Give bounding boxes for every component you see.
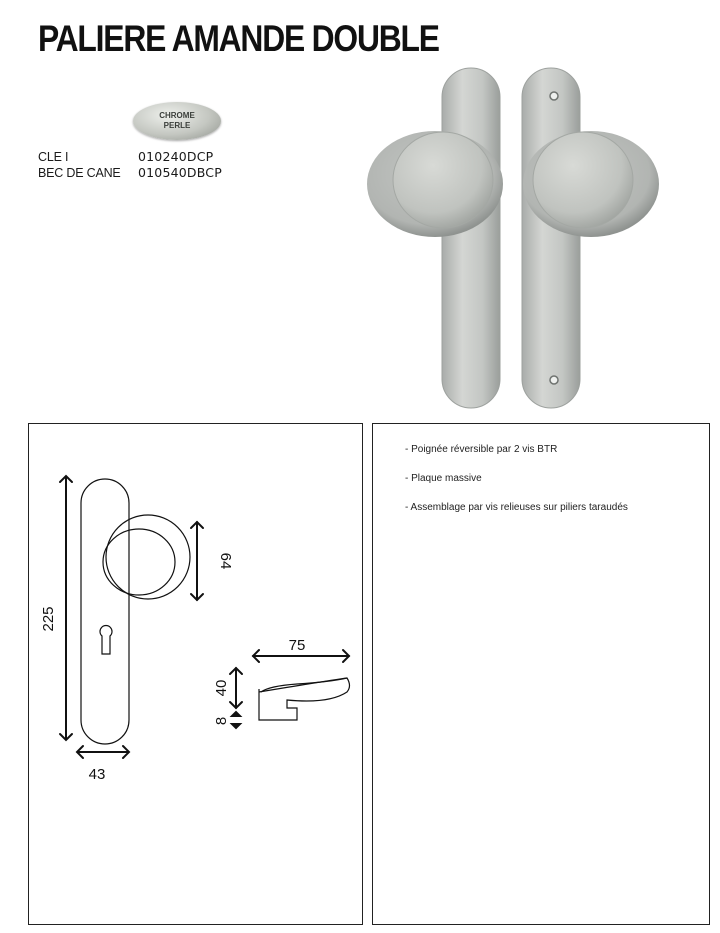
reference-label: BEC DE CANE [38, 166, 121, 180]
rose-outline [106, 515, 190, 599]
knob-depth-label: 75 [288, 637, 306, 654]
left-backplate [442, 68, 500, 408]
reference-code: 010240DCP [138, 149, 214, 164]
technical-drawing-panel [28, 423, 363, 925]
feature-item: - Assemblage par vis relieuses sur piliers taraudés [405, 502, 628, 513]
reference-row [38, 165, 222, 181]
knob-outline [103, 529, 175, 595]
reference-label: CLE I [38, 150, 69, 164]
plate-outline [81, 479, 129, 744]
feature-item: - Plaque massive [405, 473, 482, 484]
reference-code: 010540DBCP [138, 165, 222, 180]
feature-item: - Poignée réversible par 2 vis BTR [405, 444, 558, 455]
screw-hole [550, 92, 558, 100]
finish-line-1: CHROME [159, 111, 195, 120]
rose-thickness-label: 8 [213, 716, 230, 726]
features-panel [372, 423, 710, 925]
page-title: PALIERE AMANDE DOUBLE [38, 18, 439, 59]
right-knob [533, 132, 633, 228]
side-view-knob [259, 678, 350, 720]
reference-row [38, 149, 222, 165]
left-knob [393, 132, 493, 228]
right-backplate [522, 68, 580, 408]
reference-table [38, 149, 222, 181]
feature-list [405, 444, 628, 531]
finish-badge [133, 102, 221, 140]
product-photo [355, 60, 675, 410]
knob-projection-label: 40 [213, 679, 230, 697]
plate-height-label: 225 [40, 606, 57, 632]
screw-hole [550, 376, 558, 384]
finish-line-2: PERLE [163, 121, 191, 130]
cylinder-hole [100, 626, 112, 654]
knob-diameter-label: 64 [217, 552, 234, 570]
plate-width-label: 43 [88, 766, 106, 783]
technical-drawing [29, 424, 364, 926]
